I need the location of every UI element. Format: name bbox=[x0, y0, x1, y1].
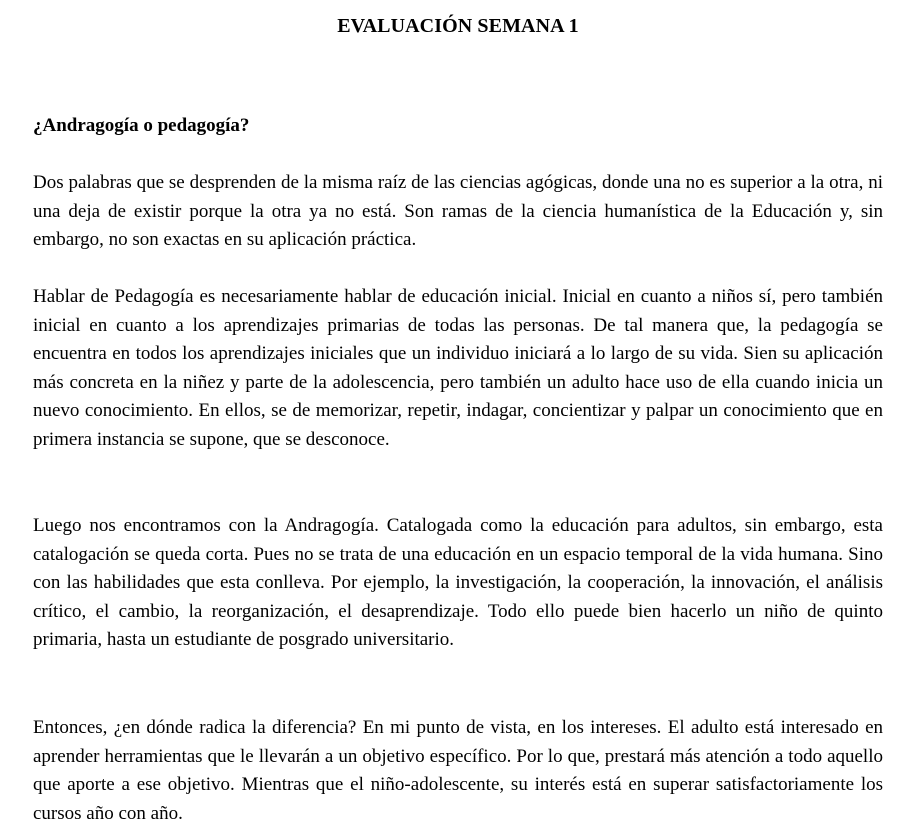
paragraph-2: Hablar de Pedagogía es necesariamente hablar de educación inicial. Inicial en cuanto a niños sí, pero también inicial en cuanto a los aprendizajes primarias de todas las personas. De tal manera que, la pedagogía se encuentra en todos los aprendizajes iniciales que un individuo iniciará a lo largo de su vida. Sien su aplicación más concreta en la niñez y parte de la adolescencia, pero también un adulto hace uso de ella cuando inicia un nuevo conocimiento. En ellos, se de memorizar, repetir, indagar, concientizar y palpar un conocimiento que en primera instancia se supone, que se desconoce. bbox=[33, 286, 883, 450]
paragraph-1: Dos palabras que se desprenden de la misma raíz de las ciencias agógicas, donde una no es superior a la otra, ni una deja de existir porque la otra ya no está. Son ramas de la ciencia humanística de la Educación y, sin embargo, no son exactas en su aplicación práctica. bbox=[33, 172, 883, 251]
paragraph-3: Luego nos encontramos con la Andragogía. Catalogada como la educación para adultos, sin embargo, esta catalogación se queda corta. Pues no se trata de una educación en un espacio temporal de la vida humana. Sino con las habilidades que esta conlleva. Por ejemplo, la investigación, la cooperación, la innovación, el análisis crítico, el cambio, la reorganización, el desaprendizaje. Todo ello puede bien hacerlo un niño de quinto primaria, hasta un estudiante de posgrado universitario. bbox=[33, 515, 883, 651]
document-page bbox=[33, 0, 883, 824]
section-heading: ¿Andragogía o pedagogía? bbox=[33, 115, 250, 136]
paragraph-4: Entonces, ¿en dónde radica la diferencia? En mi punto de vista, en los intereses. El adulto está interesado en aprender herramientas que le llevarán a un objetivo específico. Por lo que, prestará más atención a todo aquello que aporte a ese objetivo. Mientras que el niño-adolescente, su interés está en superar satisfactoriamente los cursos año con año. bbox=[33, 717, 883, 824]
document-title: EVALUACIÓN SEMANA 1 bbox=[337, 15, 579, 37]
